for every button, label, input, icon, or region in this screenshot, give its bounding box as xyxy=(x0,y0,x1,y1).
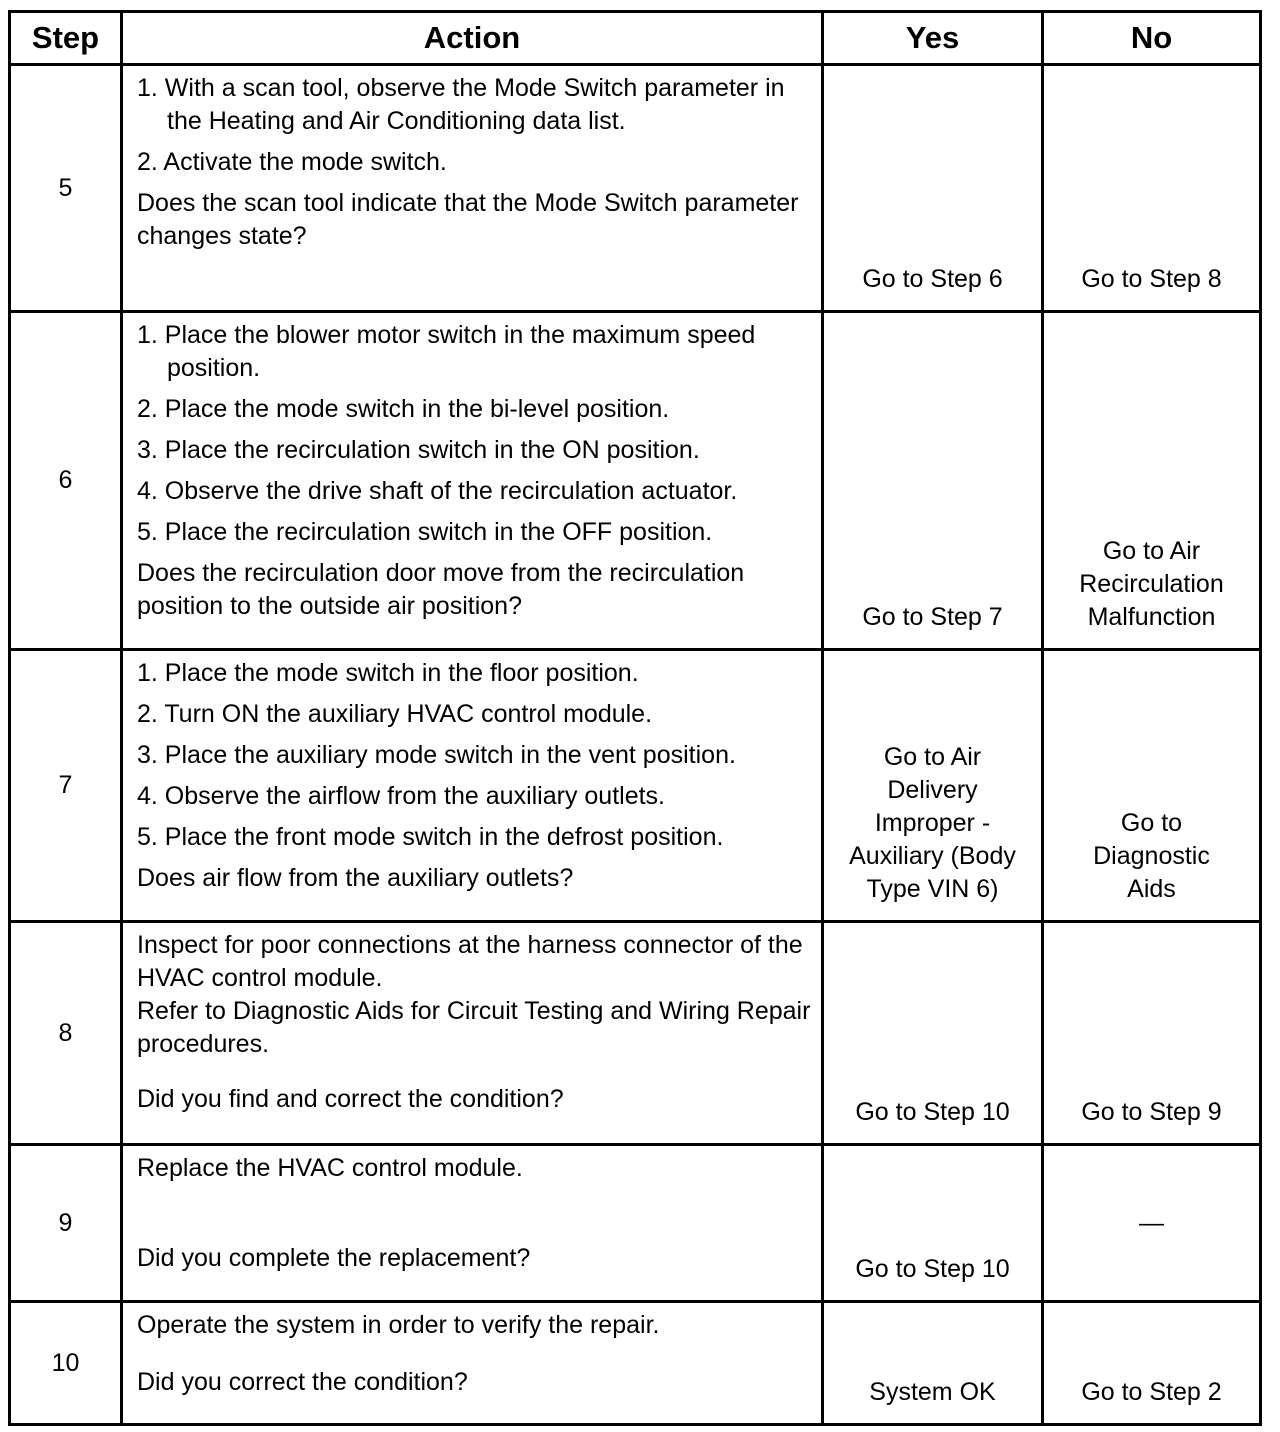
no-cell xyxy=(1044,923,1259,1143)
header-no: No xyxy=(1130,20,1173,55)
yes-result: Go to Step 6 xyxy=(862,265,1003,293)
yes-cell xyxy=(824,651,1044,920)
yes-cell xyxy=(824,66,1044,310)
action-item: 3. Place the auxiliary mode switch in the vent position. xyxy=(137,741,736,769)
step-number: 10 xyxy=(11,1303,123,1423)
yes-result: Go to Step 10 xyxy=(855,1255,1010,1283)
action-item: 2. Activate the mode switch. xyxy=(137,148,447,176)
header-yes: Yes xyxy=(824,13,1044,63)
header-step: Step xyxy=(11,13,123,63)
action-item: 5. Place the front mode switch in the defrost position. xyxy=(137,823,724,851)
action-item: 1. Place the blower motor switch in the maximum speed position. xyxy=(137,321,756,382)
action-question: Does the scan tool indicate that the Mode Switch parameter changes state? xyxy=(137,189,799,250)
action-cell xyxy=(123,651,824,920)
action-question: Does air flow from the auxiliary outlets? xyxy=(137,864,574,892)
yes-cell xyxy=(824,313,1044,648)
step-number: 6 xyxy=(11,313,123,648)
action-text: Operate the system in order to verify the repair. xyxy=(137,1311,660,1339)
yes-result: System OK xyxy=(869,1378,996,1406)
action-item: 3. Place the recirculation switch in the ON position. xyxy=(137,436,700,464)
no-cell xyxy=(1044,1303,1259,1423)
action-cell xyxy=(123,1303,824,1423)
table-row xyxy=(11,66,1259,313)
action-item: 4. Observe the drive shaft of the recirculation actuator. xyxy=(137,477,738,505)
yes-cell xyxy=(824,1303,1044,1423)
action-question: Did you complete the replacement? xyxy=(137,1244,531,1272)
action-question: Did you correct the condition? xyxy=(137,1368,468,1396)
step-number: 5 xyxy=(11,66,123,310)
action-item: 1. With a scan tool, observe the Mode Switch parameter in the Heating and Air Conditioning data list. xyxy=(137,74,785,135)
no-result: Go to Step 8 xyxy=(1081,265,1222,293)
no-result-dash: — xyxy=(1139,1208,1164,1237)
no-result: Go to Step 2 xyxy=(1081,1378,1222,1406)
no-result: Go to Step 9 xyxy=(1081,1098,1222,1126)
table-row xyxy=(11,1146,1259,1303)
action-text: Replace the HVAC control module. xyxy=(137,1154,523,1182)
action-item: 4. Observe the airflow from the auxiliary outlets. xyxy=(137,782,666,810)
header-action: Action xyxy=(123,13,824,63)
no-cell xyxy=(1044,651,1259,920)
table-row xyxy=(11,651,1259,923)
no-cell xyxy=(1044,66,1259,310)
no-result: Go to Diagnostic Aids xyxy=(1093,809,1210,903)
action-cell xyxy=(123,1146,824,1300)
action-item: 2. Place the mode switch in the bi-level position. xyxy=(137,395,670,423)
step-number: 7 xyxy=(11,651,123,920)
action-cell xyxy=(123,66,824,310)
yes-cell xyxy=(824,1146,1044,1300)
yes-result: Go to Step 10 xyxy=(855,1098,1010,1126)
yes-result: Go to Air Delivery Improper - Auxiliary (Body Type VIN 6) xyxy=(849,743,1016,903)
action-cell xyxy=(123,313,824,648)
no-cell xyxy=(1044,1146,1259,1300)
step-number: 9 xyxy=(11,1146,123,1300)
diagnostic-table xyxy=(8,10,1262,1426)
action-item: 1. Place the mode switch in the floor position. xyxy=(137,659,639,687)
action-item: 2. Turn ON the auxiliary HVAC control module. xyxy=(137,700,653,728)
no-result: Go to Air Recirculation Malfunction xyxy=(1079,537,1224,631)
action-text: Inspect for poor connections at the harness connector of the HVAC control module. xyxy=(137,931,803,992)
step-number: 8 xyxy=(11,923,123,1143)
action-cell xyxy=(123,923,824,1143)
table-row xyxy=(11,313,1259,651)
no-cell xyxy=(1044,313,1259,648)
header-row xyxy=(11,13,1259,66)
yes-result: Go to Step 7 xyxy=(862,603,1003,631)
action-text: Refer to Diagnostic Aids for Circuit Testing and Wiring Repair procedures. xyxy=(137,997,811,1058)
action-question: Did you find and correct the condition? xyxy=(137,1085,564,1113)
yes-cell xyxy=(824,923,1044,1143)
action-question: Does the recirculation door move from the recirculation position to the outside air position? xyxy=(137,559,745,620)
table-row xyxy=(11,1303,1259,1423)
action-item: 5. Place the recirculation switch in the OFF position. xyxy=(137,518,713,546)
table-row xyxy=(11,923,1259,1146)
